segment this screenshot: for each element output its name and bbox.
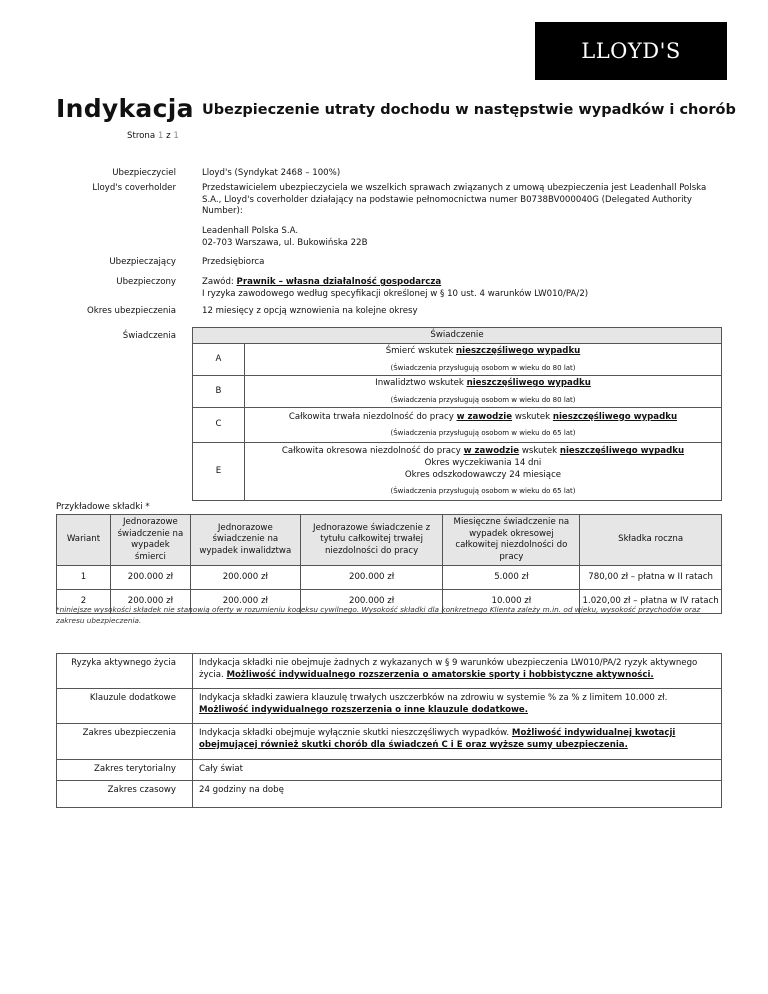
- condition-label: Zakres ubezpieczenia: [57, 724, 193, 760]
- condition-value: Indykacja składki obejmuje wyłącznie skutki nieszczęśliwych wypadków. Możliwość indywidualnej kwotacji obejmującej również skutki chorób dla świadczeń C i E oraz wyższe sumy ubezpieczenia.: [193, 724, 722, 760]
- premiums-footnote: *niniejsze wysokości składek nie stanowią oferty w rozumieniu kodeksu cywilnego. Wysokość składki dla konkretnego Klienta zależy m.in. od wieku, wysokość przychodów oraz zakresu ubezpieczenia.: [56, 605, 701, 626]
- benefits-label: Świadczenia: [122, 331, 176, 341]
- page-indicator: Strona 1 z 1: [127, 131, 179, 141]
- benefit-row: [193, 443, 722, 501]
- premiums-table: [56, 514, 722, 614]
- table-row: [57, 566, 722, 590]
- benefit-description: Całkowita okresowa niezdolność do pracy w zawodzie wskutek nieszczęśliwego wypadku Okres wyczekiwania 14 dni Okres odszkodowawczy 24 miesiące (Świadczenia przysługują osobom w wieku do 65 lat): [245, 443, 722, 501]
- insured-label: Ubezpieczony: [116, 277, 176, 287]
- benefit-row: [193, 344, 722, 376]
- condition-row: [57, 689, 722, 724]
- period-label: Okres ubezpieczenia: [86, 306, 176, 316]
- table-cell: 200.000 zł: [110, 590, 190, 614]
- condition-row: [57, 760, 722, 781]
- insured-profession: Prawnik – własna działalność gospodarcza: [236, 277, 442, 287]
- premiums-header-row: [57, 515, 722, 566]
- condition-label: Ryzyka aktywnego życia: [57, 654, 193, 689]
- insured-value: Zawód: Prawnik – własna działalność gospodarcza: [202, 277, 442, 287]
- condition-value: Cały świat: [193, 760, 722, 781]
- condition-value: 24 godziny na dobę: [193, 781, 722, 808]
- condition-row: [57, 781, 722, 808]
- lloyds-logo: LLOYD'S: [535, 22, 727, 80]
- column-header: Wariant: [57, 515, 111, 566]
- benefit-description: Śmierć wskutek nieszczęśliwego wypadku (Świadczenia przysługują osobom w wieku do 80 lat): [245, 344, 722, 376]
- table-cell: 200.000 zł: [300, 566, 443, 590]
- condition-label: Zakres terytorialny: [57, 760, 193, 781]
- table-cell: 200.000 zł: [300, 590, 443, 614]
- benefit-code: E: [193, 443, 245, 501]
- column-header: Jednorazowe świadczenie z tytułu całkowitej trwałej niezdolności do pracy: [300, 515, 443, 566]
- benefit-row: [193, 408, 722, 443]
- table-cell: 1: [57, 566, 111, 590]
- column-header: Jednorazowe świadczenie na wypadek inwalidztwa: [190, 515, 300, 566]
- benefit-code: C: [193, 408, 245, 443]
- benefit-description: Inwalidztwo wskutek nieszczęśliwego wypadku (Świadczenia przysługują osobom w wieku do 80 lat): [245, 376, 722, 408]
- table-cell: 200.000 zł: [190, 566, 300, 590]
- page-title: Indykacja: [56, 94, 194, 123]
- condition-row: [57, 654, 722, 689]
- coverholder-address-line1: Leadenhall Polska S.A.: [202, 226, 299, 236]
- coverholder-value: Przedstawicielem ubezpieczyciela we wszelkich sprawach związanych z umową ubezpieczenia jest Leadenhall Polska S.A., Lloyd's coverholder działający na podstawie pełnomocnictwa numer B0738BV000040G (Delegated Authority Number):: [202, 183, 707, 217]
- benefits-table: [192, 327, 722, 501]
- benefit-row: [193, 376, 722, 408]
- benefit-code: A: [193, 344, 245, 376]
- table-cell: 2: [57, 590, 111, 614]
- coverholder-address-line2: 02-703 Warszawa, ul. Bukowińska 22B: [202, 238, 368, 248]
- table-cell: 5.000 zł: [443, 566, 580, 590]
- condition-value: Indykacja składki zawiera klauzulę trwałych uszczerbków na zdrowiu w systemie % za % z limitem 10.000 zł. Możliwość indywidualnego rozszerzenia o inne klauzule dodatkowe.: [193, 689, 722, 724]
- conditions-table: [56, 653, 722, 808]
- coverholder-label: Lloyd's coverholder: [92, 183, 176, 193]
- table-cell: 200.000 zł: [190, 590, 300, 614]
- insurer-label: Ubezpieczyciel: [112, 168, 176, 178]
- period-value: 12 miesięcy z opcją wznowienia na kolejne okresy: [202, 306, 418, 316]
- policyholder-label: Ubezpieczający: [109, 257, 176, 267]
- column-header: Składka roczna: [580, 515, 722, 566]
- premiums-section-label: Przykładowe składki *: [56, 502, 150, 512]
- benefit-code: B: [193, 376, 245, 408]
- column-header: Jednorazowe świadczenie na wypadek śmierci: [110, 515, 190, 566]
- benefit-description: Całkowita trwała niezdolność do pracy w zawodzie wskutek nieszczęśliwego wypadku (Świadczenia przysługują osobom w wieku do 65 lat): [245, 408, 722, 443]
- insurer-value: Lloyd's (Syndykat 2468 – 100%): [202, 168, 341, 178]
- table-cell: 1.020,00 zł – płatna w IV ratach: [580, 590, 722, 614]
- condition-label: Zakres czasowy: [57, 781, 193, 808]
- condition-value: Indykacja składki nie obejmuje żadnych z wykazanych w § 9 warunków ubezpieczenia LW010/PA/2 ryzyk aktywnego życia. Możliwość indywidualnego rozszerzenia o amatorskie sporty i hobbistyczne aktywności.: [193, 654, 722, 689]
- column-header: Miesięczne świadczenie na wypadek okresowej całkowitej niezdolności do pracy: [443, 515, 580, 566]
- policyholder-value: Przedsiębiorca: [202, 257, 265, 267]
- condition-row: [57, 724, 722, 760]
- document-subtitle: Ubezpieczenie utraty dochodu w następstwie wypadków i chorób: [202, 102, 736, 118]
- table-cell: 780,00 zł – płatna w II ratach: [580, 566, 722, 590]
- condition-label: Klauzule dodatkowe: [57, 689, 193, 724]
- benefits-header: Świadczenie: [193, 328, 722, 344]
- table-cell: 10.000 zł: [443, 590, 580, 614]
- insured-risk-spec: I ryzyka zawodowego według specyfikacji określonej w § 10 ust. 4 warunków LW010/PA/2): [202, 289, 589, 299]
- table-cell: 200.000 zł: [110, 566, 190, 590]
